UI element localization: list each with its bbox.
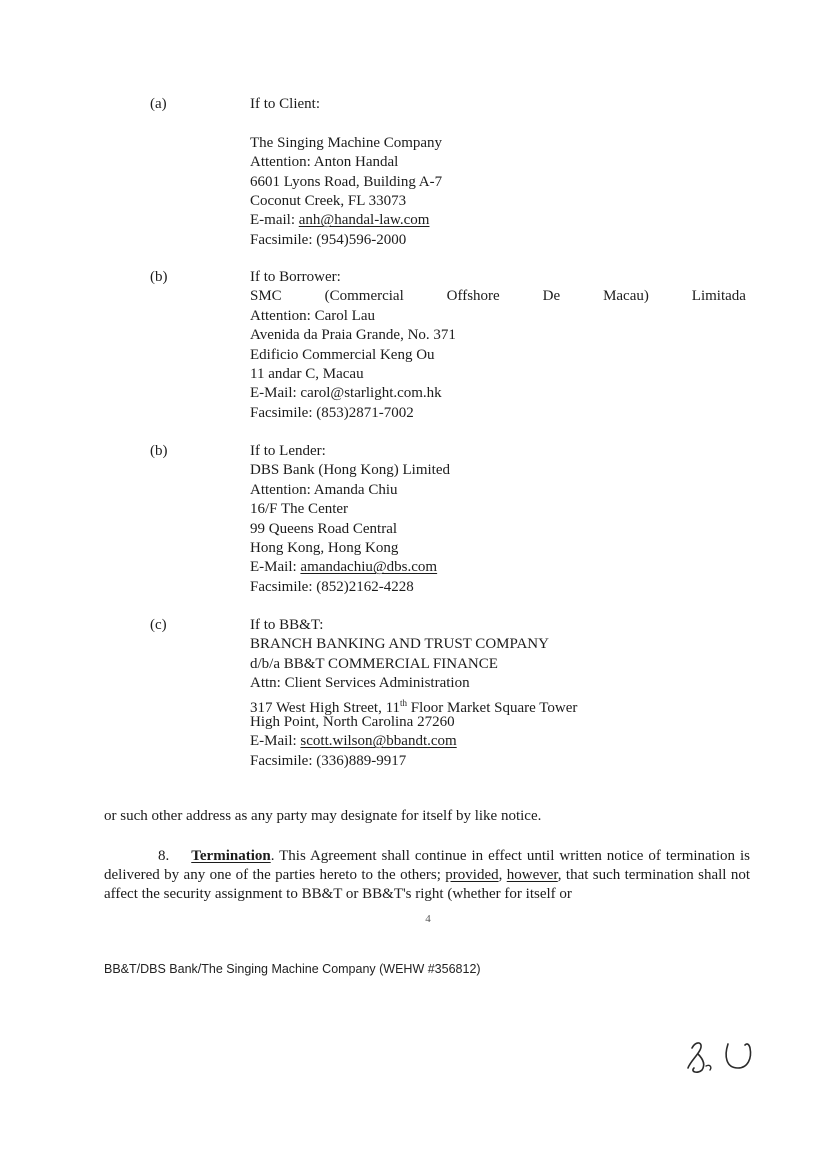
- provided-term: provided: [445, 867, 499, 883]
- address-line: Avenida da Praia Grande, No. 371: [250, 327, 456, 344]
- email-link[interactable]: anh@handal-law.com: [298, 212, 430, 229]
- address-line: Hong Kong, Hong Kong: [250, 539, 399, 556]
- address-line: Edificio Commercial Keng Ou: [250, 346, 435, 363]
- address-line: 6601 Lyons Road, Building A-7: [250, 173, 443, 190]
- fax-line: Facsimile: (853)2871-7002: [250, 404, 414, 421]
- email-line: [250, 558, 450, 577]
- page-number: 4: [425, 913, 431, 925]
- notice-heading: If to Client:: [250, 96, 320, 112]
- borrower-name: [250, 287, 746, 306]
- email-line: [250, 732, 577, 751]
- address-line: 11 andar C, Macau: [250, 365, 364, 382]
- notice-heading: If to Lender:: [250, 443, 326, 459]
- document-footer: BB&T/DBS Bank/The Singing Machine Company (WEHW #356812): [104, 962, 481, 976]
- borrower-name-part: Offshore: [446, 288, 500, 305]
- address-line: 16/F The Center: [250, 501, 349, 518]
- ordinal-suffix: th: [400, 697, 408, 708]
- borrower-name-part: (Commercial: [324, 288, 404, 305]
- email-label: E-Mail:: [250, 559, 301, 576]
- attention-line: Attention: Carol Lau: [250, 307, 375, 324]
- attention-line: Attn: Client Services Administration: [250, 675, 470, 692]
- borrower-name-part: SMC: [250, 288, 282, 305]
- address-line: [250, 694, 578, 716]
- company-name: BRANCH BANKING AND TRUST COMPANY: [250, 636, 549, 653]
- email-label: E-mail:: [250, 212, 299, 229]
- notice-heading: If to Borrower:: [250, 269, 341, 285]
- attention-line: Attention: Amanda Chiu: [250, 481, 398, 498]
- section-text: ,: [498, 867, 507, 883]
- notice-marker: (b): [150, 269, 168, 285]
- email-line: E-Mail: carol@starlight.com.hk: [250, 385, 442, 402]
- section-8-paragraph: [104, 847, 750, 904]
- fax-line: Facsimile: (954)596-2000: [250, 231, 407, 248]
- notice-marker: (a): [150, 96, 167, 112]
- email-link[interactable]: amandachiu@dbs.com: [300, 559, 438, 576]
- fax-line: Facsimile: (852)2162-4228: [250, 578, 414, 595]
- address-line: Coconut Creek, FL 33073: [250, 192, 407, 209]
- borrower-name-part: Macau): [603, 288, 649, 305]
- address-line: 99 Queens Road Central: [250, 520, 398, 537]
- email-link[interactable]: scott.wilson@bbandt.com: [300, 733, 457, 750]
- section-number: 8.: [158, 848, 170, 864]
- borrower-name-part: Limitada: [691, 288, 746, 305]
- address-line: High Point, North Carolina 27260: [250, 713, 455, 730]
- section-text: , that such termination shall not affect the security assignment to BB&T or BB&T's right (whether for itself or: [104, 867, 751, 902]
- section-heading: Termination: [191, 848, 271, 864]
- notice-marker: (b): [150, 443, 168, 459]
- address-text: Floor Market Square Tower: [407, 699, 578, 716]
- email-label: E-Mail:: [250, 733, 301, 750]
- email-line: [250, 211, 442, 230]
- notice-marker: (c): [150, 617, 167, 633]
- company-name: DBS Bank (Hong Kong) Limited: [250, 462, 450, 479]
- address-text: 317 West High Street, 11: [250, 699, 401, 716]
- initials-signature-icon: [684, 1034, 764, 1076]
- section-text: . This Agreement shall continue in effect until written notice of termination is delivered by any one of the parties hereto to the others;: [104, 848, 750, 883]
- notice-heading: If to BB&T:: [250, 617, 324, 633]
- company-name: The Singing Machine Company: [250, 134, 443, 151]
- closing-line: or such other address as any party may designate for itself by like notice.: [104, 808, 542, 824]
- borrower-name-part: De: [542, 288, 561, 305]
- dba-line: d/b/a BB&T COMMERCIAL FINANCE: [250, 655, 498, 672]
- however-term: however: [506, 867, 558, 883]
- fax-line: Facsimile: (336)889-9917: [250, 752, 407, 769]
- attention-line: Attention: Anton Handal: [250, 154, 399, 171]
